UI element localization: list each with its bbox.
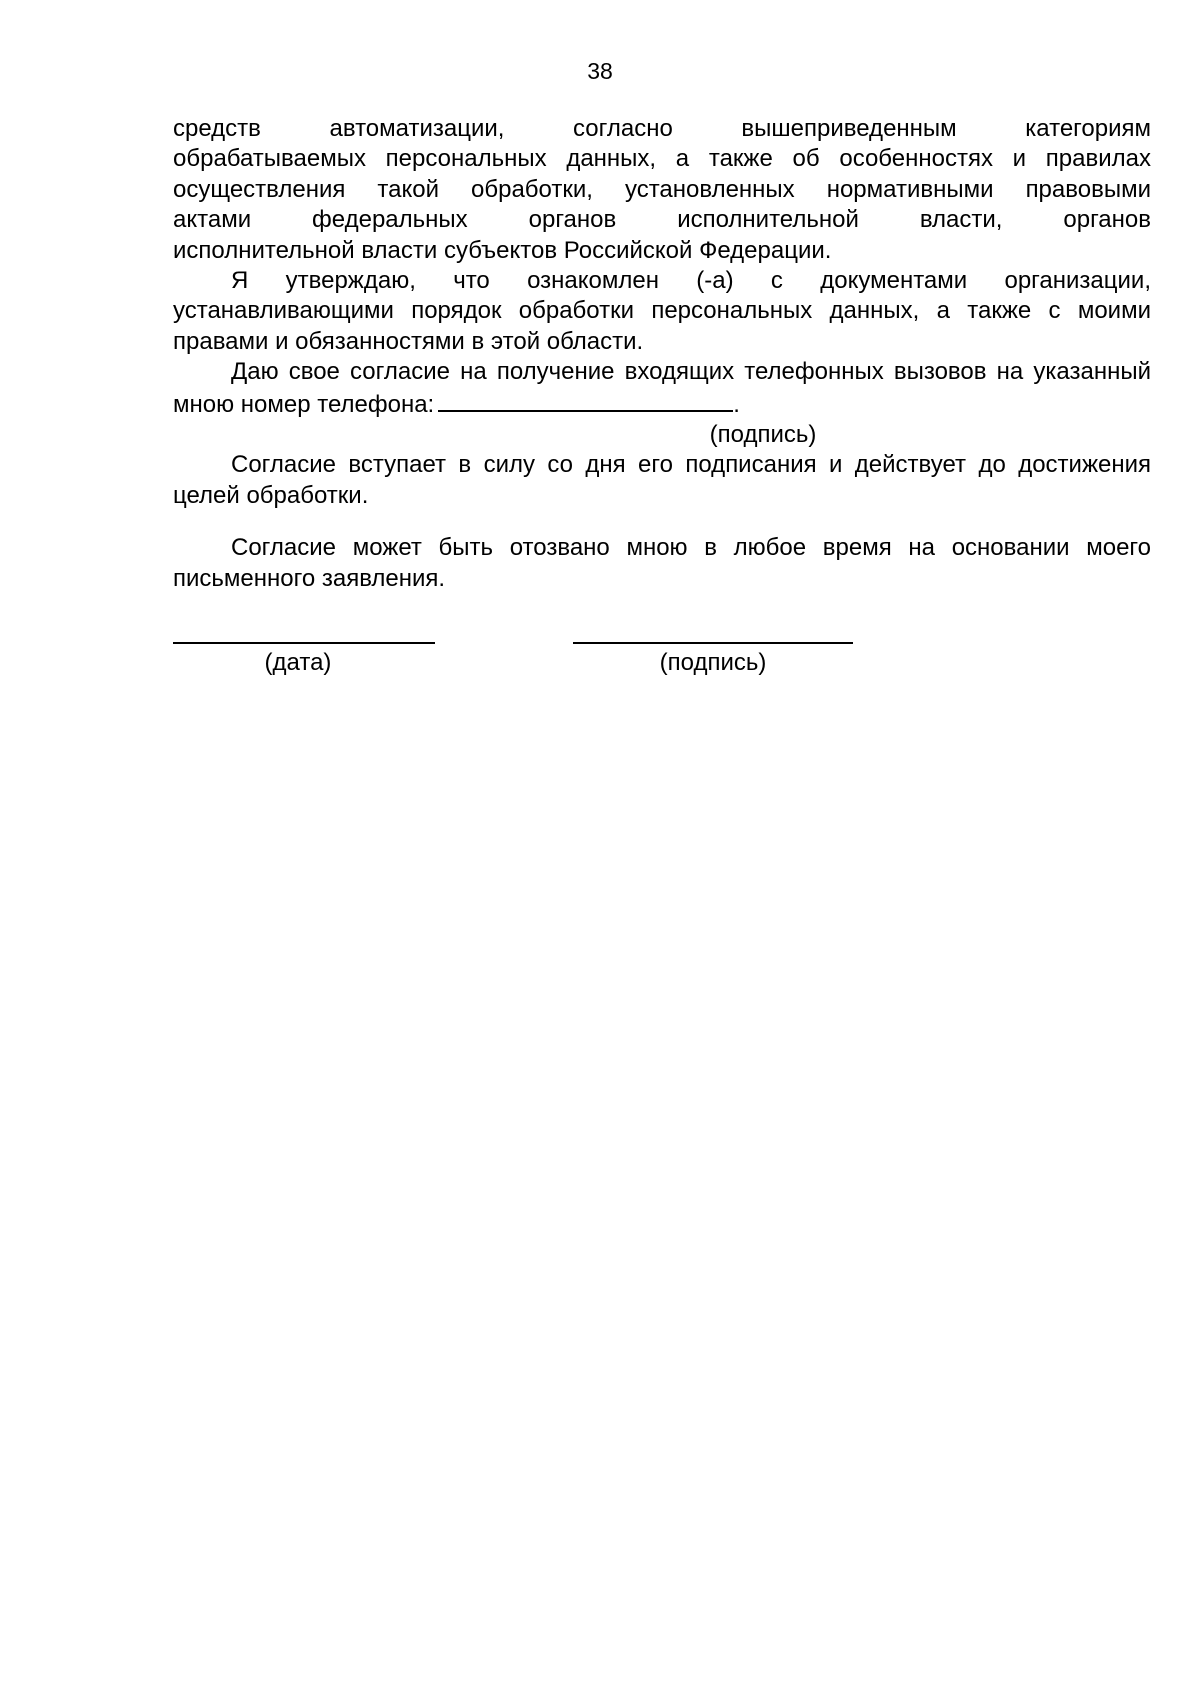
paragraph-line: средств автоматизации, согласно вышеприведенным категориям: [173, 115, 1151, 142]
signature-label: (подпись): [659, 649, 767, 676]
date-field[interactable]: [173, 640, 435, 644]
paragraph-line: осуществления такой обработки, установленных нормативными правовыми: [173, 175, 1151, 203]
page-number: 38: [587, 58, 613, 84]
date-label: (дата): [264, 649, 332, 676]
signature-column: [573, 640, 853, 678]
paragraph-phone-consent: [173, 357, 1151, 420]
phone-consent-end: .: [733, 390, 740, 418]
paragraph-revocation: Согласие может быть отозвано мною в любое время на основании моего письменного заявления.: [173, 534, 1151, 592]
phone-consent-text: Даю свое согласие на получение входящих телефонных вызовов на указанный мною номер телефона:: [173, 358, 1151, 418]
paragraph-line: актами федеральных органов исполнительной власти, органов: [173, 206, 1151, 234]
paragraph-acknowledgement: Я утверждаю, что ознакомлен (-а) с документами организации, устанавливающими порядок обработки персональных данных, а также с моими правами и обязанностями в этой области.: [173, 267, 1151, 355]
signature-block: [173, 640, 1151, 700]
phone-number-field[interactable]: [438, 388, 733, 412]
document-body: [173, 114, 1151, 594]
spacer: [173, 511, 1151, 533]
paragraph-line: исполнительной власти субъектов Российской Федерации.: [173, 236, 832, 264]
paragraph-categories: [173, 114, 1151, 266]
paragraph-validity: Согласие вступает в силу со дня его подписания и действует до достижения целей обработки.: [173, 451, 1151, 509]
paragraph-line: обрабатываемых персональных данных, а также об особенностях и правилах: [173, 145, 1151, 173]
signature-field[interactable]: [573, 640, 853, 644]
phone-signature-caption: (подпись): [709, 421, 817, 449]
date-column: [173, 640, 435, 678]
